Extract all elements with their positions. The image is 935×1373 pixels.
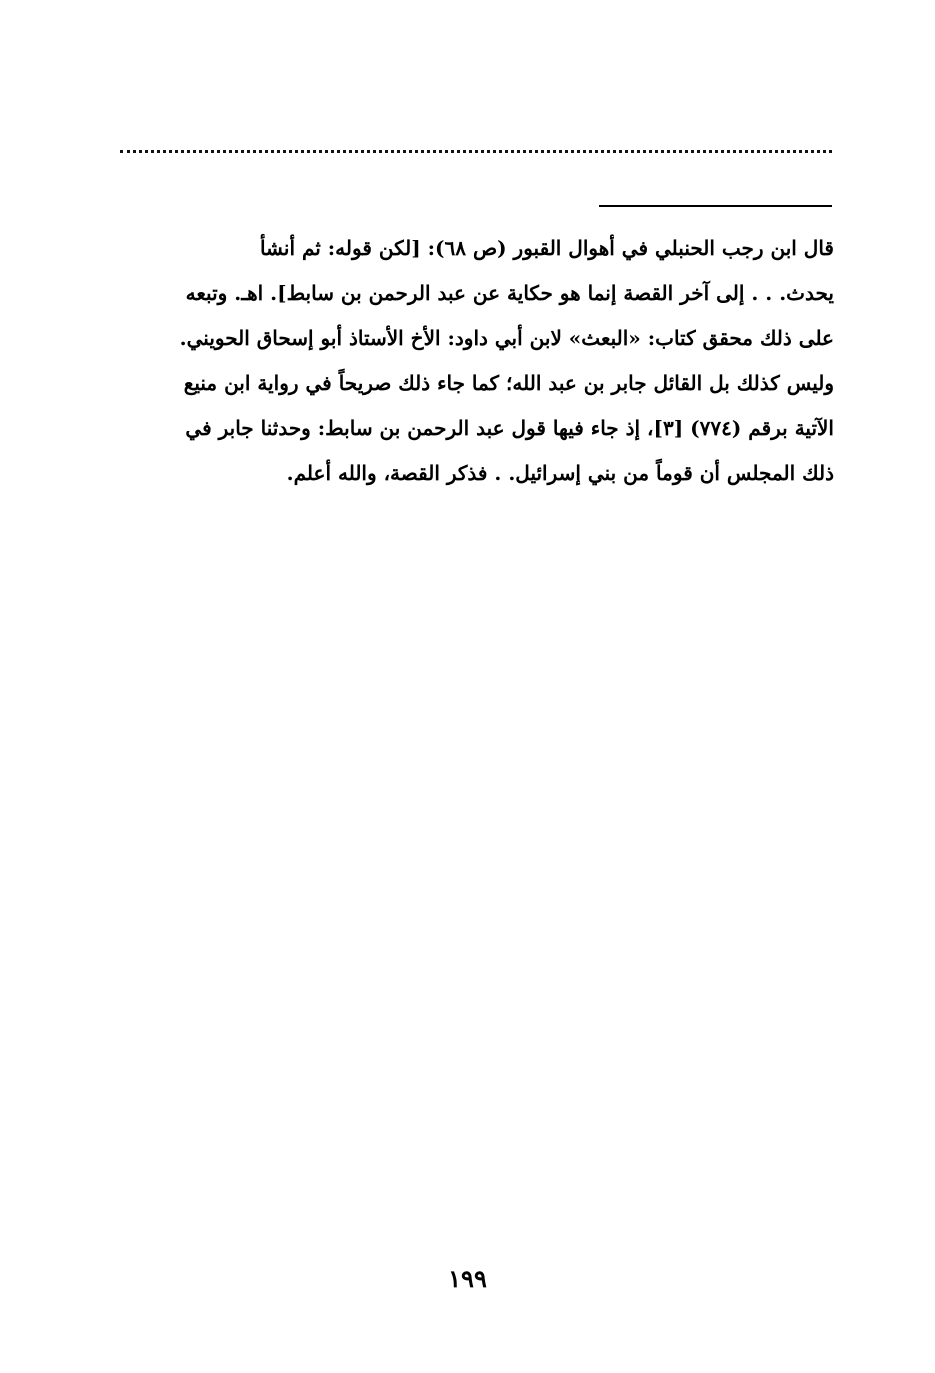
footnote-line-5: الآتية برقم (٧٧٤) [٣]، إذ جاء فيها قول عبد الرحمن بن سابط: وحدثنا جابر في [185, 416, 834, 440]
footnote-line-4: وليس كذلك بل القائل جابر بن عبد الله؛ كما جاء ذلك صريحاً في رواية ابن منيع [183, 371, 834, 395]
dotted-separator [120, 150, 832, 153]
footnote-paragraph [108, 226, 834, 496]
footnote-line-3: على ذلك محقق كتاب: «البعث» لابن أبي داود: الأخ الأستاذ أبو إسحاق الحويني. [179, 326, 834, 350]
footnote-rule [599, 205, 832, 207]
footnote-line-6: ذلك المجلس أن قوماً من بني إسرائيل. . فذكر القصة، والله أعلم. [286, 461, 834, 485]
footnote-line-2: يحدث. . . إلى آخر القصة إنما هو حكاية عن عبد الرحمن بن سابط]. اهـ. وتبعه [185, 281, 834, 305]
page-number: ١٩٩ [448, 1264, 487, 1293]
footnote-line-1: قال ابن رجب الحنبلي في أهوال القبور (ص ٦٨): [لكن قوله: ثم أنشأ [259, 236, 834, 260]
